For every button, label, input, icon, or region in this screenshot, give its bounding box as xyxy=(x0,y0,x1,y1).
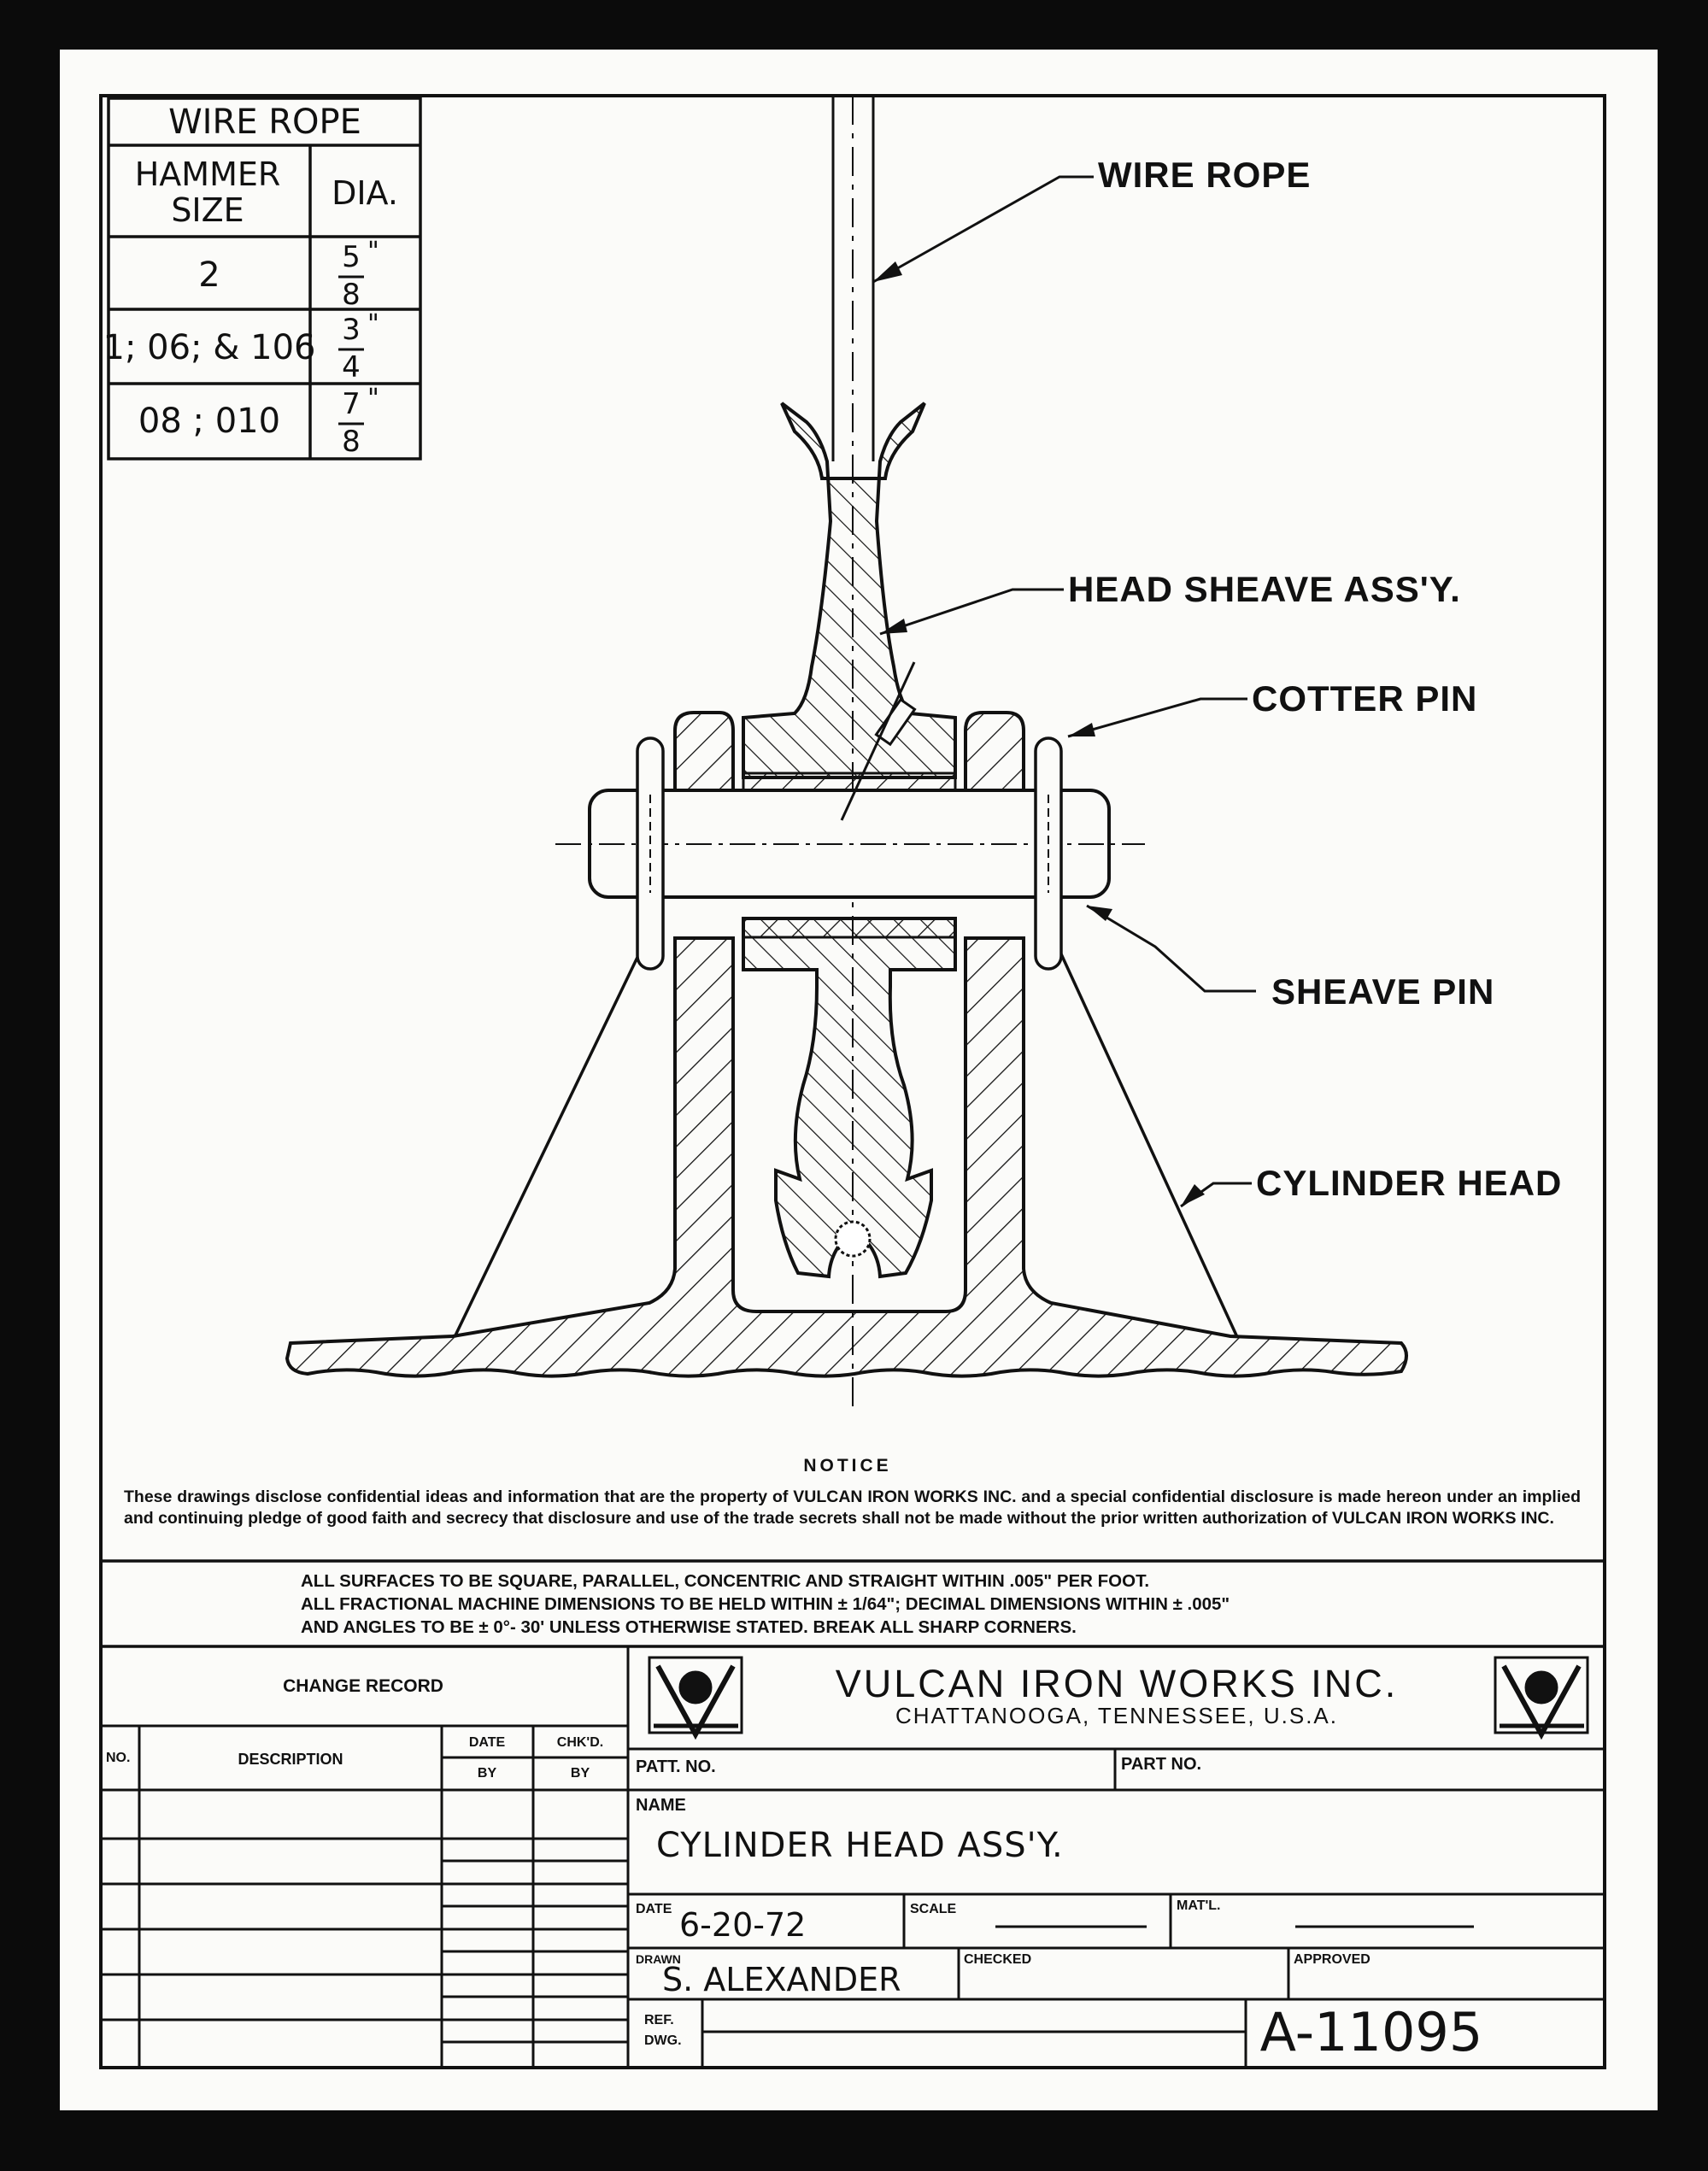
table-row-dia-num: 5 xyxy=(342,240,361,274)
table-row-inch-mark: " xyxy=(367,237,379,267)
sheave-upper xyxy=(743,403,955,777)
table-row-inch-mark: " xyxy=(367,309,379,339)
callout-cotter-pin: COTTER PIN xyxy=(1252,678,1478,719)
tolerance-line-1: ALL SURFACES TO BE SQUARE, PARALLEL, CONCENTRIC AND STRAIGHT WITHIN .005" PER FOOT. xyxy=(301,1571,1150,1591)
vulcan-logo-left xyxy=(649,1658,742,1734)
checked-label: CHECKED xyxy=(964,1952,1032,1967)
table-row-size: 2 xyxy=(198,255,220,295)
callout-wire-rope: WIRE ROPE xyxy=(1098,155,1312,195)
table-row-inch-mark: " xyxy=(367,384,379,414)
scale-label: SCALE xyxy=(910,1902,957,1916)
table-row-dia-num: 3 xyxy=(342,313,361,347)
table-row-dia-den: 4 xyxy=(342,350,361,384)
drawing-number: A-11095 xyxy=(1259,2001,1483,2063)
dwg-label: DWG. xyxy=(644,2033,682,2048)
callout-cylinder-head: CYLINDER HEAD xyxy=(1256,1163,1563,1203)
table-row-dia-den: 8 xyxy=(342,278,361,312)
change-record-date-header: DATE xyxy=(468,1735,506,1750)
tolerance-line-2: ALL FRACTIONAL MACHINE DIMENSIONS TO BE HELD WITHIN ± 1/64"; DECIMAL DIMENSIONS WITHIN ± .005" xyxy=(301,1594,1230,1614)
hammer-size-header: HAMMER SIZE xyxy=(134,155,281,229)
change-record-chkd-header: CHK'D. xyxy=(556,1735,604,1750)
callout-head-sheave: HEAD SHEAVE ASS'Y. xyxy=(1068,569,1461,609)
drawn-label: DRAWN xyxy=(636,1952,681,1966)
tolerance-line-3: AND ANGLES TO BE ± 0°- 30' UNLESS OTHERWISE STATED. BREAK ALL SHARP CORNERS. xyxy=(301,1617,1077,1637)
ref-label: REF. xyxy=(644,2013,674,2027)
change-record-by2-header: BY xyxy=(570,1766,590,1781)
dia-header: DIA. xyxy=(332,174,398,212)
left-boss xyxy=(675,713,733,790)
change-record-by-header: BY xyxy=(477,1766,497,1781)
change-record-description-header: DESCRIPTION xyxy=(238,1751,343,1768)
notice-title: NOTICE xyxy=(803,1456,892,1476)
bushing-lower xyxy=(743,918,955,937)
notice-text: These drawings disclose confidential ideas and information that are the property of VULCAN IRON WORKS INC. and a special confidential disclosure is made hereon under an implied and continuing pledge of good faith and secrecy that disclosure and use of the trade secrets shall not be made without the prior written authorization of VULCAN IRON WORKS INC. xyxy=(124,1487,1581,1528)
drawn-by-value: S. ALEXANDER xyxy=(662,1961,901,1998)
part-no-label: PART NO. xyxy=(1121,1755,1202,1774)
wire-rope-table-title: WIRE ROPE xyxy=(168,103,361,142)
table-row-dia-den: 8 xyxy=(342,425,361,459)
name-label: NAME xyxy=(636,1796,686,1815)
drawing-name: CYLINDER HEAD ASS'Y. xyxy=(656,1826,1064,1865)
right-boss xyxy=(966,713,1024,790)
change-record-no-header: NO. xyxy=(106,1751,131,1765)
date-value: 6-20-72 xyxy=(679,1906,807,1944)
matl-label: MAT'L. xyxy=(1177,1898,1221,1913)
company-name: VULCAN IRON WORKS INC. xyxy=(835,1662,1399,1705)
table-row-dia-num: 7 xyxy=(342,387,361,421)
leader-lines xyxy=(873,177,1256,1206)
approved-label: APPROVED xyxy=(1294,1952,1371,1967)
change-record-grid xyxy=(101,1646,628,2069)
date-label: DATE xyxy=(636,1902,672,1916)
table-row-size: 1; 06; & 106 xyxy=(103,328,316,367)
vulcan-logo-right xyxy=(1495,1658,1588,1734)
wire-rope-section xyxy=(836,1222,870,1256)
patt-no-label: PATT. NO. xyxy=(636,1757,716,1776)
company-location: CHATTANOOGA, TENNESSEE, U.S.A. xyxy=(895,1703,1338,1728)
callout-sheave-pin: SHEAVE PIN xyxy=(1271,971,1495,1012)
change-record-title: CHANGE RECORD xyxy=(283,1676,443,1696)
table-row-size: 08 ; 010 xyxy=(138,402,281,441)
